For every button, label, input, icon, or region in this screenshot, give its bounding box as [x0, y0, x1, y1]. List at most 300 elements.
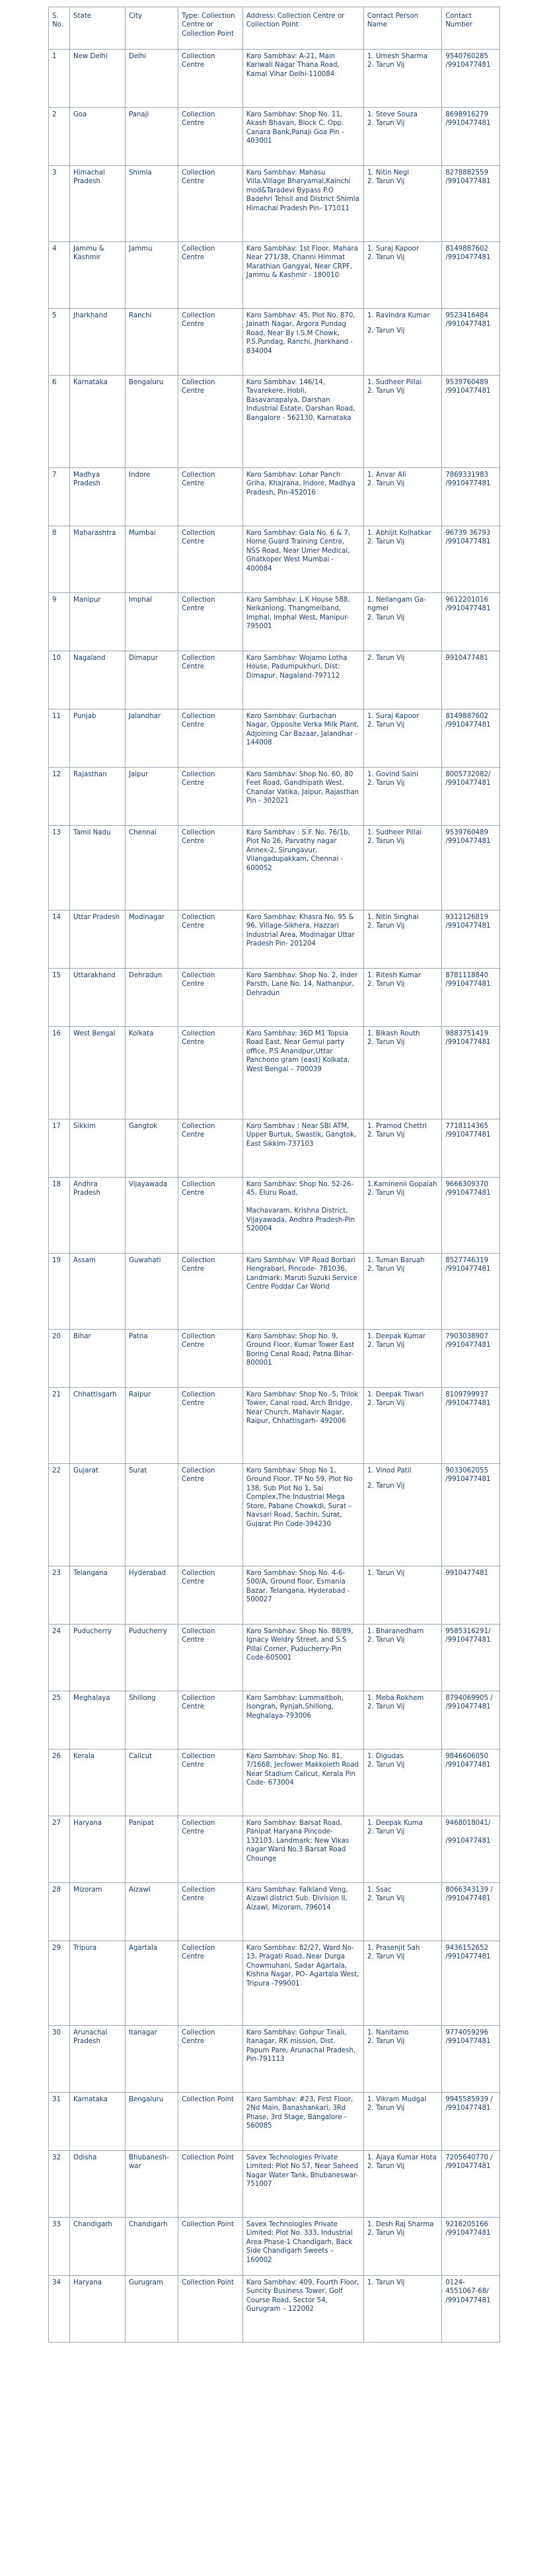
cell-sno — [49, 50, 70, 108]
cell-contact-number-text: 9846606050 /9910477481 — [445, 1753, 491, 1769]
contact-person-name: 2. Tarun Vij — [367, 655, 405, 662]
cell-city-text: Kolkata — [128, 1030, 154, 1037]
cell-contact-person — [363, 910, 441, 969]
cell-state-text: Meghalaya — [73, 1695, 110, 1702]
cell-state — [70, 166, 126, 242]
cell-sno-text: 34 — [52, 2279, 61, 2286]
contact-person-name — [367, 1475, 438, 1481]
cell-city — [125, 242, 178, 309]
collection-centres-table — [48, 7, 500, 2343]
contact-person-name: 2. Tarun Vij — [367, 327, 405, 335]
contact-person-name: 1. Sudheer Pillai — [367, 379, 422, 386]
cell-address — [242, 1254, 363, 1330]
cell-city-text: Jaipur — [128, 771, 149, 778]
cell-contact-number-text: 9216205166 /9910477481 — [445, 2221, 491, 2237]
cell-type — [178, 2218, 243, 2276]
cell-city-text: Patna — [128, 1333, 148, 1340]
cell-type-text: Collection Centre — [182, 1570, 215, 1586]
cell-city-text: Gurugram — [128, 2279, 163, 2286]
cell-sno — [49, 1388, 70, 1464]
contact-person-name: 2. Tarun Vij — [367, 1039, 405, 1047]
contact-person-name: 1. Nitin Negi — [367, 169, 410, 177]
contact-person-name: 2. Tarun Vij — [367, 178, 405, 186]
cell-sno — [49, 969, 70, 1027]
cell-city — [125, 1254, 178, 1330]
cell-address-text: Karo Sambhav: Shop No.-5, Trilok Tower, Canal road, Arch Bridge, Near Church, Mahavir Nagar, Raipur, Chhattisgarh- 492006 — [246, 1391, 359, 1426]
table-row — [49, 2218, 500, 2276]
cell-type-text: Collection Centre — [182, 1820, 215, 1836]
table-row — [49, 2151, 500, 2218]
contact-person-name: 2. Tarun Vij — [367, 120, 405, 128]
cell-state-text: Tamil Nadu — [73, 829, 111, 836]
contact-person-name: 1. Bikash Routh — [367, 1030, 420, 1037]
cell-type-text: Collection Centre — [182, 471, 215, 488]
cell-contact-person — [363, 166, 441, 242]
cell-city-text: Jammu — [128, 245, 153, 253]
contact-person-name — [367, 320, 438, 326]
cell-contact-number — [442, 2026, 500, 2093]
contact-person-name: 1. Deepak Kuma — [367, 1820, 423, 1827]
cell-sno — [49, 1750, 70, 1816]
table-row — [49, 969, 500, 1027]
cell-city — [125, 2026, 178, 2093]
table-row — [49, 1464, 500, 1566]
cell-contact-number — [442, 2093, 500, 2151]
cell-contact-person — [363, 242, 441, 309]
contact-person-name: 2. Tarun Vij — [367, 614, 405, 622]
contact-person-name: 1. Bharanedharn — [367, 1628, 424, 1635]
cell-contact-person — [363, 1691, 441, 1750]
cell-city — [125, 1388, 178, 1464]
cell-address-text: Karo Sambhav: Gurbachan Nagar, Opposite Verka Milk Plant, Adjoining Car Bazaar, Jalandhar - 144008 — [246, 713, 359, 747]
cell-state-text: Nagaland — [73, 655, 106, 662]
cell-sno — [49, 1691, 70, 1750]
contact-person-name: 2. Tarun Vij — [367, 981, 405, 988]
cell-address-text: Karo Sambhav: VIP Road Borbari Hengrabari, Pincode- 781036, Landmark: Maruti Suzuki Service Centre Poddar Car World — [246, 1257, 357, 1291]
cell-address-text: Karo Sambhav: Falkland Veng, Aizawl district Sub. Division II, Aizawl, Mizoram, 796014 — [246, 1886, 348, 1912]
cell-sno — [49, 468, 70, 526]
cell-contact-person — [363, 108, 441, 166]
cell-contact-number — [442, 1330, 500, 1388]
cell-contact-number — [442, 1750, 500, 1816]
cell-contact-person — [363, 768, 441, 826]
cell-sno — [49, 2276, 70, 2343]
cell-sno-text: 6 — [52, 379, 57, 386]
cell-contact-number — [442, 1388, 500, 1464]
cell-sno-text: 29 — [52, 1945, 61, 1952]
contact-person-name: 1. Deepak Tiwari — [367, 1391, 424, 1398]
cell-city-text: Agartala — [128, 1945, 158, 1952]
cell-city — [125, 376, 178, 468]
cell-address — [242, 1178, 363, 1254]
cell-type — [178, 1625, 243, 1691]
cell-state-text: Telangana — [73, 1570, 108, 1577]
cell-contact-person — [363, 1388, 441, 1464]
table-row — [49, 1178, 500, 1254]
cell-address — [242, 709, 363, 768]
cell-contact-person — [363, 1178, 441, 1254]
table-row — [49, 651, 500, 709]
cell-contact-person — [363, 826, 441, 910]
cell-contact-number — [442, 969, 500, 1027]
cell-address — [242, 166, 363, 242]
cell-city — [125, 108, 178, 166]
cell-address-text: Karo Sambhav: #23, First Floor, 2Nd Main, Banashankari, 3Rd Phase, 3rd Stage, Bangalore - 560085 — [246, 2096, 353, 2130]
cell-contact-number-text: 8005732082/ /9910477481 — [445, 771, 491, 787]
cell-contact-number — [442, 1883, 500, 1941]
cell-type-text: Collection Centre — [182, 1695, 215, 1711]
cell-state — [70, 593, 126, 651]
cell-contact-person — [363, 376, 441, 468]
cell-address-text: Karo Sambhav: 45, Plot No. 870, Jainath Nagar, Argora Pundag Road, Near By I.S.M Chowk, P.S.Pundag, Ranchi, Jharkhand - 834004 — [246, 312, 355, 355]
cell-address-text: Karo Sambhav: L K House 588, Neikanlong, Thangmeiband, Imphal, Imphal West, Manipur- 795001 — [246, 596, 350, 631]
contact-person-name: 2. Tarun Vij — [367, 1400, 405, 1408]
cell-type — [178, 1883, 243, 1941]
cell-type-text: Collection Centre — [182, 1753, 215, 1769]
cell-type — [178, 309, 243, 376]
cell-type-text: Collection Centre — [182, 771, 215, 787]
cell-contact-number — [442, 826, 500, 910]
header-contact-number: Contact Number — [442, 7, 500, 50]
cell-contact-person — [363, 1625, 441, 1691]
table-row — [49, 1883, 500, 1941]
cell-address-text: Karo Sambhav: Wojamo Lotha House, Padumpukhuri, Dist: Dimapur, Nagaland-797112 — [246, 655, 348, 680]
cell-contact-number — [442, 50, 500, 108]
cell-type — [178, 1027, 243, 1119]
cell-state — [70, 1464, 126, 1566]
cell-address — [242, 2151, 363, 2218]
cell-contact-number-text: 8794069905 / /9910477481 — [445, 1695, 493, 1711]
cell-sno — [49, 1178, 70, 1254]
table-row — [49, 593, 500, 651]
cell-type-text: Collection Centre — [182, 53, 215, 69]
cell-state-text: Haryana — [73, 2279, 102, 2286]
table-row — [49, 242, 500, 309]
cell-city — [125, 1625, 178, 1691]
cell-sno-text: 22 — [52, 1467, 61, 1474]
cell-city — [125, 166, 178, 242]
cell-city-text: Indore — [128, 471, 151, 479]
cell-city — [125, 593, 178, 651]
cell-contact-number-text: 8698916279 /9910477481 — [445, 111, 491, 128]
cell-address-text: Savex Technologies Private Limited: Plot No 57, Near Saheed Nagar Water Tank, Bhubaneswar-751007 — [246, 2154, 359, 2189]
cell-city — [125, 50, 178, 108]
cell-contact-person — [363, 468, 441, 526]
cell-type-text: Collection Point — [182, 2221, 235, 2228]
table-row — [49, 1625, 500, 1691]
cell-sno-text: 5 — [52, 312, 57, 319]
cell-type-text: Collection Centre — [182, 2029, 215, 2046]
cell-address — [242, 468, 363, 526]
table-row — [49, 1816, 500, 1883]
cell-city — [125, 1119, 178, 1178]
cell-contact-number — [442, 309, 500, 376]
header-address: Address: Collection Centre or Collection Point — [242, 7, 363, 50]
cell-address-text: Karo Sambhav: Mahasu Villa,Village Bharyamal,Kainchi mod&Taradevi Bypass P.O Badehri Tehsil and District Shimla Himachal Pradesh Pin- 171011 — [246, 169, 359, 212]
cell-state — [70, 1119, 126, 1178]
cell-address-text: Karo Sambhav: Gala No. 6 & 7, Home Guard Training Centre, NSS Road, Near Umer Medical, Ghatkoper West Mumbai - 400084 — [246, 530, 351, 573]
cell-sno — [49, 1941, 70, 2026]
cell-contact-number-text: 96739 36793 /9910477481 — [445, 530, 491, 546]
contact-person-name: 2. Tarun Vij — [367, 480, 405, 488]
cell-contact-number-text: 8527746319 /9910477481 — [445, 1257, 491, 1273]
cell-contact-number — [442, 1691, 500, 1750]
cell-type — [178, 108, 243, 166]
cell-type — [178, 826, 243, 910]
contact-person-name: 2. Tarun Vij — [367, 1828, 405, 1836]
cell-contact-number-text: 9585316291/ /9910477481 — [445, 1628, 491, 1644]
cell-type — [178, 1464, 243, 1566]
cell-city — [125, 1027, 178, 1119]
cell-contact-person — [363, 2218, 441, 2276]
cell-sno — [49, 376, 70, 468]
cell-city — [125, 1883, 178, 1941]
cell-sno — [49, 242, 70, 309]
cell-contact-number — [442, 2276, 500, 2343]
cell-sno — [49, 1027, 70, 1119]
cell-address-text: Karo Sambhav: Barsat Road, Panipat Haryana Pincode-132103, Landmark: New Vikas nagar Ward No.3 Barsat Road Chounge — [246, 1820, 350, 1863]
cell-state — [70, 2151, 126, 2218]
contact-person-name: 1. Ssac — [367, 1886, 392, 1894]
cell-state-text: Arunachal Pradesh — [73, 2029, 108, 2046]
cell-contact-person — [363, 593, 441, 651]
cell-contact-number — [442, 1254, 500, 1330]
cell-type — [178, 2151, 243, 2218]
cell-city — [125, 1178, 178, 1254]
cell-type — [178, 2276, 243, 2343]
contact-person-name: 2. Tarun Vij — [367, 2038, 405, 2046]
cell-state-text: Uttarakhand — [73, 972, 116, 979]
cell-state — [70, 1625, 126, 1691]
cell-address — [242, 1750, 363, 1816]
cell-address — [242, 50, 363, 108]
cell-contact-number-text: 9910477481 — [445, 655, 489, 662]
cell-contact-person — [363, 969, 441, 1027]
table-row — [49, 2026, 500, 2093]
cell-sno-text: 25 — [52, 1695, 61, 1702]
cell-contact-number-text: 9945585939 / /9910477481 — [445, 2096, 493, 2113]
contact-person-name: 2. Tarun Vij — [367, 1953, 405, 1961]
cell-state-text: Andhra Pradesh — [73, 1181, 100, 1197]
cell-address — [242, 593, 363, 651]
cell-city-text: Gangtok — [128, 1123, 158, 1130]
cell-contact-person — [363, 2093, 441, 2151]
cell-city — [125, 1816, 178, 1883]
cell-address-text: Karo Sambhav: Shop No. 81, 7/1668, Jecfower Makkoleth Road Near Stadium Calicut, Kerala Pin Code- 673004 — [246, 1753, 359, 1787]
cell-sno-text: 1 — [52, 53, 57, 60]
cell-address-text: Karo Sambhav: Shop No. 52-26-45, Eluru Road, Machavaram, Krishna District, Vijayawada, Andhra Pradesh-Pin 520004 — [246, 1181, 355, 1233]
cell-sno — [49, 2218, 70, 2276]
contact-person-name: 1. Prasenjit Sah — [367, 1945, 420, 1952]
cell-city — [125, 768, 178, 826]
cell-state — [70, 651, 126, 709]
contact-person-name: 1. Govind Saini — [367, 771, 418, 778]
cell-contact-number — [442, 910, 500, 969]
cell-type-text: Collection Point — [182, 2279, 235, 2286]
cell-type — [178, 1941, 243, 2026]
cell-contact-number-text: 8109799937 /9910477481 — [445, 1391, 491, 1408]
cell-type — [178, 2026, 243, 2093]
cell-contact-number-text: 9436152652 /9910477481 — [445, 1945, 491, 1961]
cell-type-text: Collection Centre — [182, 379, 215, 395]
cell-address-text: Karo Sambhav: Lummaitboh, Isongrah, Rynjah,Shillong, Meghalaya-793006 — [246, 1695, 344, 1720]
cell-sno-text: 21 — [52, 1391, 61, 1398]
contact-person-name: 1.Kaminenii Gopaiah — [367, 1181, 437, 1188]
cell-state — [70, 1883, 126, 1941]
cell-type — [178, 1119, 243, 1178]
cell-address-text: Karo Sambhav: 146/14, Tavarekere, Hobli, Basavanapalya, Darshan Industrial Estate, Darshan Road, Bangalore - 562130, Karnataka — [246, 379, 355, 422]
cell-state — [70, 376, 126, 468]
cell-city-text: Ranchi — [128, 312, 152, 319]
contact-person-name: 2. Tarun Vij — [367, 2105, 405, 2113]
contact-person-name: 2. Tarun Vij — [367, 780, 405, 787]
cell-sno-text: 14 — [52, 914, 61, 921]
contact-person-name: 1. Vikram Mudgal — [367, 2096, 427, 2103]
contact-person-name: 1. Suraj Kapoor — [367, 245, 420, 253]
cell-city-text: Calicut — [128, 1753, 153, 1760]
cell-address — [242, 1388, 363, 1464]
contact-person-name: 2. Tarun Vij — [367, 838, 405, 846]
cell-contact-person — [363, 1750, 441, 1816]
cell-city — [125, 651, 178, 709]
cell-address — [242, 910, 363, 969]
cell-contact-number-text: 8149887602 /9910477481 — [445, 245, 491, 262]
cell-address — [242, 108, 363, 166]
contact-person-name: 1. Pramod Chettri — [367, 1123, 427, 1130]
cell-contact-number-text: 9910477481 — [445, 1570, 489, 1577]
cell-address — [242, 969, 363, 1027]
cell-sno-text: 4 — [52, 245, 57, 253]
cell-state-text: Mizoram — [73, 1886, 102, 1894]
cell-sno-text: 15 — [52, 972, 61, 979]
cell-type-text: Collection Centre — [182, 914, 215, 930]
cell-contact-number-text: 7869331983 /9910477481 — [445, 471, 491, 488]
table-row — [49, 166, 500, 242]
cell-type — [178, 910, 243, 969]
cell-state — [70, 2218, 126, 2276]
contact-person-name: 1. Anvar Ali — [367, 471, 406, 479]
cell-sno-text: 13 — [52, 829, 61, 836]
table-row — [49, 468, 500, 526]
contact-person-name: 2. Tarun Vij — [367, 1131, 405, 1139]
contact-person-name: 1. Ravindra Kumar — [367, 312, 430, 319]
cell-address-text: Savex Technologies Private Limited: Plot No. 333, Industrial Area Phase-1 Chandigarh, Back Side Chandigarh Sweets – 160002 — [246, 2221, 353, 2264]
cell-type-text: Collection Centre — [182, 596, 215, 613]
cell-city — [125, 468, 178, 526]
contact-person-name: 1. Ritesh Kumar — [367, 972, 422, 979]
cell-sno-text: 10 — [52, 655, 61, 662]
cell-state — [70, 242, 126, 309]
cell-contact-person — [363, 1464, 441, 1566]
cell-contact-person — [363, 1816, 441, 1883]
contact-person-name: 1. Meba Rokhem — [367, 1695, 424, 1702]
table-row — [49, 108, 500, 166]
cell-type-text: Collection Centre — [182, 829, 215, 846]
cell-state — [70, 768, 126, 826]
cell-contact-person — [363, 1330, 441, 1388]
cell-contact-number-text: 0124-4551067-68/ /9910477481 — [445, 2279, 491, 2304]
contact-person-name: 2. Tarun Vij — [367, 1189, 405, 1197]
cell-sno-text: 26 — [52, 1753, 61, 1760]
cell-address — [242, 1883, 363, 1941]
cell-type — [178, 969, 243, 1027]
cell-sno — [49, 1464, 70, 1566]
cell-sno-text: 9 — [52, 596, 57, 604]
table-row — [49, 768, 500, 826]
cell-city-text: Chandigarh — [128, 2221, 168, 2228]
cell-sno — [49, 1816, 70, 1883]
cell-city — [125, 1750, 178, 1816]
cell-contact-number-text: 9312126819 /9910477481 — [445, 914, 491, 930]
cell-sno-text: 12 — [52, 771, 61, 778]
cell-address-text: Karo Sambhav: Gohpur Tinali, Itanagar, RK mission, Dist. Papum Pare, Arunachal Pradesh, Pin-791113 — [246, 2029, 356, 2064]
contact-person-name: 2. Tarun Vij — [367, 1636, 405, 1644]
cell-state-text: New Delhi — [73, 53, 108, 60]
cell-city-text: Dehradun — [128, 972, 163, 979]
cell-sno — [49, 2151, 70, 2218]
contact-person-name: 1. Abhijit Kolhatkar — [367, 530, 431, 537]
cell-contact-number-text: 8066343139 / /9910477481 — [445, 1886, 493, 1903]
cell-sno — [49, 1625, 70, 1691]
cell-city — [125, 1464, 178, 1566]
cell-contact-person — [363, 526, 441, 593]
contact-person-name: 2. Tarun Vij — [367, 2163, 405, 2171]
cell-city-text: Modinagar — [128, 914, 165, 921]
cell-type-text: Collection Point — [182, 2154, 235, 2161]
cell-city — [125, 1566, 178, 1625]
cell-sno-text: 24 — [52, 1628, 61, 1635]
cell-type — [178, 1750, 243, 1816]
cell-address — [242, 1625, 363, 1691]
cell-city-text: Shimla — [128, 169, 152, 177]
contact-person-name: 2. Tarun Vij — [367, 1342, 405, 1349]
cell-sno-text: 31 — [52, 2096, 61, 2103]
cell-city — [125, 1330, 178, 1388]
cell-address-text: Karo Sambhav: Shop No. 9, Ground Floor, Kumar Tower East Boring Canal Road, Patna Bihar-800001 — [246, 1333, 355, 1367]
table-row — [49, 309, 500, 376]
cell-contact-number — [442, 2218, 500, 2276]
cell-state-text: Chhattisgarh — [73, 1391, 117, 1398]
cell-sno-text: 28 — [52, 1886, 61, 1894]
cell-state-text: Sikkim — [73, 1123, 96, 1130]
cell-state-text: Haryana — [73, 1820, 102, 1827]
cell-sno-text: 7 — [52, 471, 57, 479]
cell-city — [125, 2276, 178, 2343]
cell-contact-number-text: 7205640770 / /9910477481 — [445, 2154, 493, 2171]
contact-person-name: 2. Tarun Vij — [367, 1482, 405, 1490]
cell-sno-text: 3 — [52, 169, 57, 177]
cell-city-text: Raipur — [128, 1391, 151, 1398]
table-row — [49, 709, 500, 768]
contact-person-name: 1. Umesh Sharma — [367, 53, 427, 60]
cell-type-text: Collection Centre — [182, 1257, 215, 1273]
cell-contact-number-text: 9612201016 /9910477481 — [445, 596, 491, 613]
cell-contact-number — [442, 468, 500, 526]
table-row — [49, 526, 500, 593]
cell-sno-text: 27 — [52, 1820, 61, 1827]
cell-address — [242, 376, 363, 468]
cell-state-text: Jharkhand — [73, 312, 108, 319]
table-row — [49, 1566, 500, 1625]
cell-state-text: Odisha — [73, 2154, 97, 2161]
cell-sno-text: 8 — [52, 530, 57, 537]
cell-contact-person — [363, 1883, 441, 1941]
cell-type — [178, 709, 243, 768]
cell-address — [242, 2026, 363, 2093]
contact-person-name: 1. Nanitamo — [367, 2029, 409, 2036]
cell-contact-number-text: 9774059296 /9910477481 — [445, 2029, 491, 2046]
cell-contact-number — [442, 1816, 500, 1883]
